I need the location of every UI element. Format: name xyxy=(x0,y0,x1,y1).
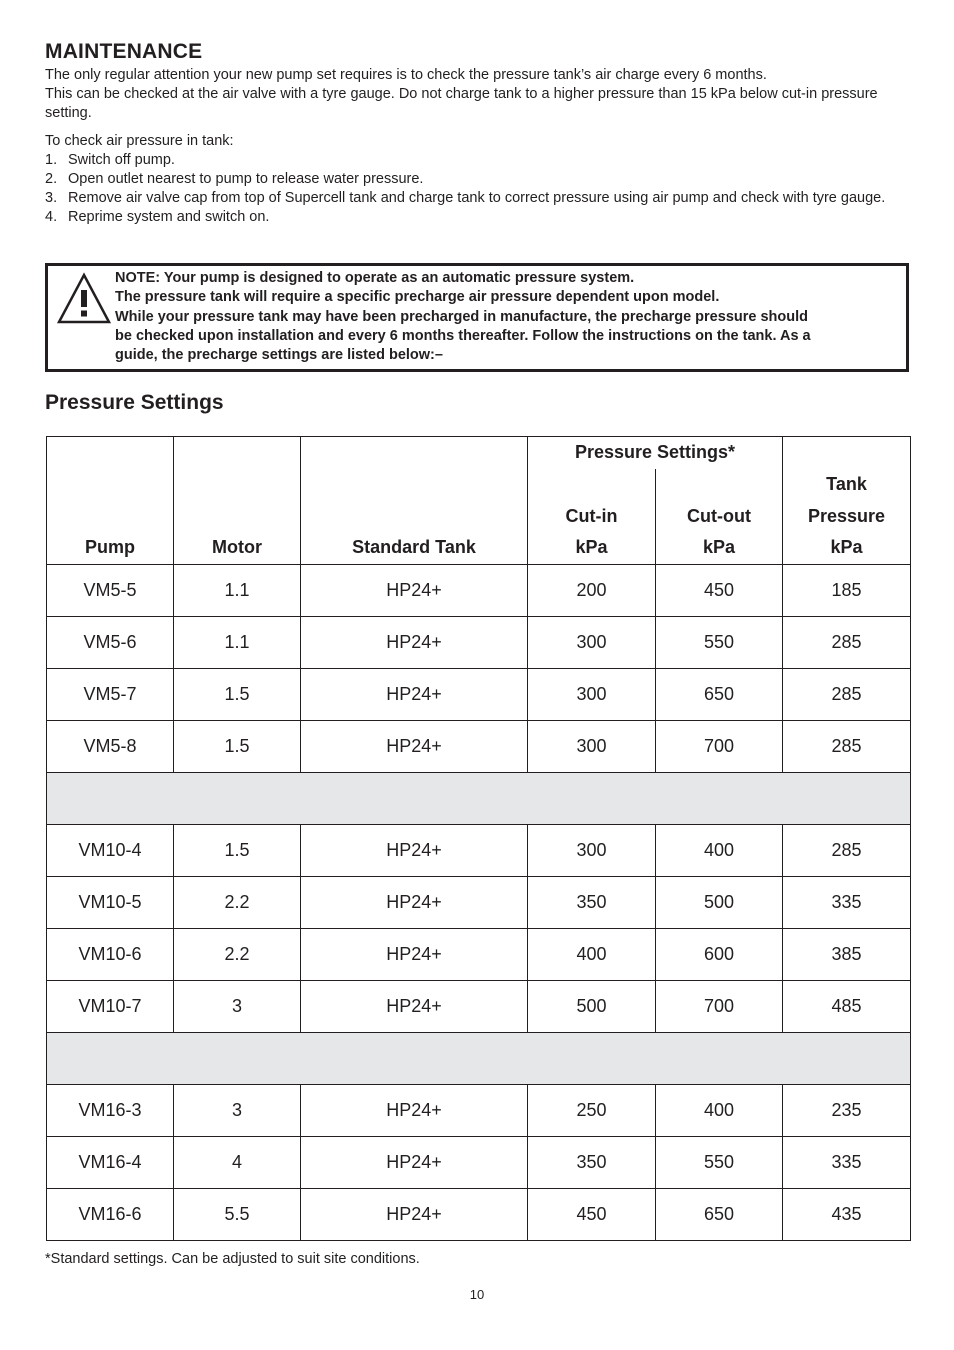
cell-tank-pressure: 185 xyxy=(783,564,911,616)
step-item xyxy=(45,208,909,227)
col-header-pressure-settings: Pressure Settings* xyxy=(528,437,783,469)
cell-cut-out: 700 xyxy=(656,980,783,1032)
step-text: Reprime system and switch on. xyxy=(68,209,270,225)
cell-tank-pressure: 285 xyxy=(783,616,911,668)
table-row xyxy=(47,616,911,668)
table-header-row xyxy=(47,437,911,469)
cell-cut-in: 500 xyxy=(528,980,656,1032)
cell-tank: HP24+ xyxy=(301,1136,528,1188)
note-line: NOTE: Your pump is designed to operate as an automatic pressure system. xyxy=(115,270,635,286)
pressure-settings-table xyxy=(46,436,911,1241)
maintenance-heading: MAINTENANCE xyxy=(45,40,203,63)
cell-tank: HP24+ xyxy=(301,1188,528,1240)
cell-motor: 1.5 xyxy=(174,824,301,876)
cell-cut-in: 300 xyxy=(528,616,656,668)
note-line: While your pressure tank may have been precharged in manufacture, the precharge pressure should xyxy=(115,308,808,325)
table-row xyxy=(47,720,911,772)
cell-pump: VM10-5 xyxy=(47,876,174,928)
cell-cut-out: 400 xyxy=(656,1084,783,1136)
cell-cut-in: 200 xyxy=(528,564,656,616)
cell-motor: 2.2 xyxy=(174,928,301,980)
table-row xyxy=(47,1084,911,1136)
cell-cut-out: 650 xyxy=(656,1188,783,1240)
cell-motor: 1.1 xyxy=(174,616,301,668)
table-row xyxy=(47,1188,911,1240)
cell-cut-out: 650 xyxy=(656,668,783,720)
cell-tank-pressure: 385 xyxy=(783,928,911,980)
step-number: 2. xyxy=(45,171,58,187)
cell-pump: VM5-7 xyxy=(47,668,174,720)
table-row xyxy=(47,928,911,980)
cell-tank-pressure: 285 xyxy=(783,668,911,720)
col-header-tank-pressure: Tank Pressure kPa xyxy=(783,437,911,565)
step-text: Remove air valve cap from top of Supercell tank and charge tank to correct pressure using air pump and check with tyre gauge. xyxy=(68,190,886,206)
table-row xyxy=(47,876,911,928)
step-text: Open outlet nearest to pump to release water pressure. xyxy=(68,171,424,187)
cell-motor: 1.5 xyxy=(174,668,301,720)
cell-cut-out: 450 xyxy=(656,564,783,616)
cell-motor: 1.1 xyxy=(174,564,301,616)
cell-pump: VM10-6 xyxy=(47,928,174,980)
cell-cut-in: 300 xyxy=(528,668,656,720)
cell-cut-in: 450 xyxy=(528,1188,656,1240)
table-row xyxy=(47,668,911,720)
step-item xyxy=(45,189,909,208)
cell-pump: VM5-8 xyxy=(47,720,174,772)
col-header-cut-in: Cut-in kPa xyxy=(528,469,656,565)
col-header-standard-tank: Standard Tank xyxy=(301,437,528,565)
air-check-steps xyxy=(45,151,909,227)
cell-motor: 2.2 xyxy=(174,876,301,928)
cell-cut-in: 350 xyxy=(528,1136,656,1188)
cell-tank-pressure: 335 xyxy=(783,1136,911,1188)
cell-tank: HP24+ xyxy=(301,668,528,720)
cell-tank: HP24+ xyxy=(301,1084,528,1136)
cell-cut-out: 550 xyxy=(656,616,783,668)
group-separator xyxy=(47,1032,911,1084)
cell-cut-in: 300 xyxy=(528,720,656,772)
air-check-section xyxy=(45,132,909,227)
cell-tank: HP24+ xyxy=(301,928,528,980)
cell-pump: VM5-5 xyxy=(47,564,174,616)
cell-tank-pressure: 235 xyxy=(783,1084,911,1136)
group-separator xyxy=(47,772,911,824)
pressure-settings-heading: Pressure Settings xyxy=(45,391,224,414)
cell-tank-pressure: 435 xyxy=(783,1188,911,1240)
cell-pump: VM16-6 xyxy=(47,1188,174,1240)
table-row xyxy=(47,564,911,616)
step-number: 1. xyxy=(45,152,58,168)
cell-tank-pressure: 285 xyxy=(783,824,911,876)
maintenance-intro xyxy=(45,66,909,123)
cell-cut-in: 250 xyxy=(528,1084,656,1136)
step-text: Switch off pump. xyxy=(68,152,175,168)
cell-cut-in: 300 xyxy=(528,824,656,876)
cell-pump: VM10-7 xyxy=(47,980,174,1032)
warning-triangle-icon xyxy=(57,272,111,326)
table-row xyxy=(47,980,911,1032)
note-line: The pressure tank will require a specific precharge air pressure dependent upon model. xyxy=(115,289,720,306)
col-header-motor: Motor xyxy=(174,437,301,565)
cell-pump: VM10-4 xyxy=(47,824,174,876)
intro-paragraph: This can be checked at the air valve with a tyre gauge. Do not charge tank to a higher pressure than 15 kPa below cut-in pressure setting. xyxy=(45,86,878,121)
cell-tank-pressure: 485 xyxy=(783,980,911,1032)
group-separator-row xyxy=(47,772,911,824)
cell-tank: HP24+ xyxy=(301,824,528,876)
note-line: guide, the precharge settings are listed below:– xyxy=(115,347,443,364)
page-number: 10 xyxy=(469,1287,485,1302)
cell-cut-out: 600 xyxy=(656,928,783,980)
cell-motor: 1.5 xyxy=(174,720,301,772)
cell-cut-out: 400 xyxy=(656,824,783,876)
table-row xyxy=(47,1136,911,1188)
cell-pump: VM16-4 xyxy=(47,1136,174,1188)
cell-cut-out: 550 xyxy=(656,1136,783,1188)
cell-tank: HP24+ xyxy=(301,564,528,616)
cell-tank: HP24+ xyxy=(301,720,528,772)
precharge-note-box xyxy=(45,263,909,372)
step-number: 3. xyxy=(45,190,58,206)
cell-motor: 3 xyxy=(174,980,301,1032)
col-header-pump: Pump xyxy=(47,437,174,565)
cell-tank-pressure: 285 xyxy=(783,720,911,772)
cell-motor: 4 xyxy=(174,1136,301,1188)
col-header-cut-out: Cut-out kPa xyxy=(656,469,783,565)
cell-cut-out: 700 xyxy=(656,720,783,772)
air-check-heading: To check air pressure in tank: xyxy=(45,133,234,149)
step-item xyxy=(45,151,909,170)
cell-motor: 3 xyxy=(174,1084,301,1136)
cell-pump: VM5-6 xyxy=(47,616,174,668)
cell-tank-pressure: 335 xyxy=(783,876,911,928)
cell-tank: HP24+ xyxy=(301,616,528,668)
intro-paragraph: The only regular attention your new pump set requires is to check the pressure tank’s air charge every 6 months. xyxy=(45,67,767,83)
note-text xyxy=(115,269,895,365)
cell-motor: 5.5 xyxy=(174,1188,301,1240)
cell-tank: HP24+ xyxy=(301,876,528,928)
cell-tank: HP24+ xyxy=(301,980,528,1032)
cell-cut-out: 500 xyxy=(656,876,783,928)
cell-cut-in: 400 xyxy=(528,928,656,980)
note-line: be checked upon installation and every 6 months thereafter. Follow the instructions on the tank. As a xyxy=(115,327,811,344)
step-number: 4. xyxy=(45,209,58,225)
table-footnote: *Standard settings. Can be adjusted to suit site conditions. xyxy=(45,1251,420,1267)
group-separator-row xyxy=(47,1032,911,1084)
cell-cut-in: 350 xyxy=(528,876,656,928)
step-item xyxy=(45,170,909,189)
cell-pump: VM16-3 xyxy=(47,1084,174,1136)
table-row xyxy=(47,824,911,876)
